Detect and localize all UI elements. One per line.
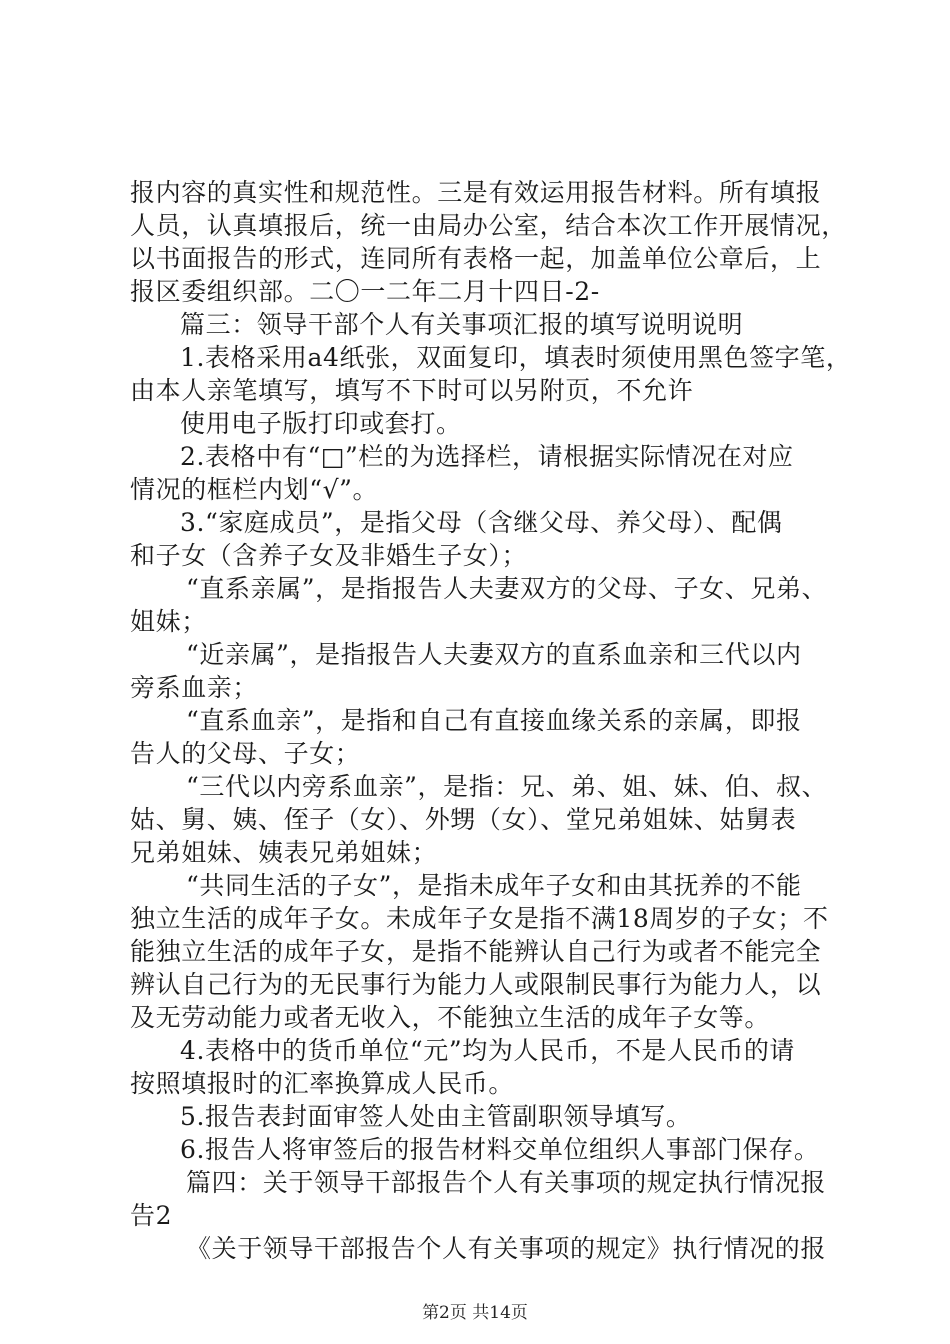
- text-line: 兄弟姐妹、姨表兄弟姐妹；: [130, 838, 438, 867]
- text-line: “直系血亲”，是指和自己有直接血缘关系的亲属，即报: [186, 706, 802, 735]
- text-line: 告2: [130, 1201, 173, 1230]
- section-heading: 篇四：关于领导干部报告个人有关事项的规定执行情况报: [186, 1168, 827, 1197]
- text-line: 按照填报时的汇率换算成人民币。: [130, 1069, 515, 1098]
- text-line: 人员，认真填报后，统一由局办公室，结合本次工作开展情况，: [130, 211, 847, 240]
- text-line: “近亲属”，是指报告人夫妻双方的直系血亲和三代以内: [186, 640, 802, 669]
- text-line: 1.表格采用a4纸张，双面复印，填表时须使用黑色签字笔，: [180, 343, 852, 372]
- text-line: 使用电子版打印或套打。: [180, 409, 462, 438]
- text-line: 姐妹；: [130, 607, 207, 636]
- text-line: 6.报告人将审签后的报告材料交单位组织人事部门保存。: [180, 1135, 820, 1164]
- text-line: 能独立生活的成年子女，是指不能辨认自己行为或者不能完全: [130, 937, 822, 966]
- text-line: 和子女（含养子女及非婚生子女）；: [130, 541, 528, 570]
- text-line: 由本人亲笔填写，填写不下时可以另附页，不允许: [130, 376, 694, 405]
- text-line: 报内容的真实性和规范性。三是有效运用报告材料。所有填报: [130, 178, 822, 207]
- text-line: 4.表格中的货币单位“元”均为人民币，不是人民币的请: [180, 1036, 796, 1065]
- section-heading: 篇三：领导干部个人有关事项汇报的填写说明说明: [180, 310, 744, 339]
- page-number-footer: 第2页 共14页: [422, 1303, 528, 1323]
- text-line: “直系亲属”，是指报告人夫妻双方的父母、子女、兄弟、: [186, 574, 828, 603]
- text-line: 独立生活的成年子女。未成年子女是指不满18周岁的子女；不: [130, 904, 829, 933]
- text-line: “共同生活的子女”，是指未成年子女和由其抚养的不能: [186, 871, 802, 900]
- text-line: 3.“家庭成员”，是指父母（含继父母、养父母）、配偶: [180, 508, 783, 537]
- text-line: 辨认自己行为的无民事行为能力人或限制民事行为能力人，以: [130, 970, 822, 999]
- text-line: 报区委组织部。二〇一二年二月十四日-2-: [130, 277, 600, 306]
- text-line: 及无劳动能力或者无收入，不能独立生活的成年子女等。: [130, 1003, 771, 1032]
- text-line: “三代以内旁系血亲”，是指：兄、弟、姐、妹、伯、叔、: [186, 772, 828, 801]
- text-line: 告人的父母、子女；: [130, 739, 361, 768]
- text-line: 以书面报告的形式，连同所有表格一起，加盖单位公章后，上: [130, 244, 822, 273]
- text-line: 2.表格中有“□”栏的为选择栏，请根据实际情况在对应: [180, 442, 794, 471]
- text-line: 旁系血亲；: [130, 673, 259, 702]
- text-line: 情况的框栏内划“√”。: [130, 475, 379, 504]
- text-line: 姑、舅、姨、侄子（女）、外甥（女）、堂兄弟姐妹、姑舅表: [130, 805, 797, 834]
- text-line: 5.报告表封面审签人处由主管副职领导填写。: [180, 1102, 692, 1131]
- text-line: 《关于领导干部报告个人有关事项的规定》执行情况的报: [186, 1234, 827, 1263]
